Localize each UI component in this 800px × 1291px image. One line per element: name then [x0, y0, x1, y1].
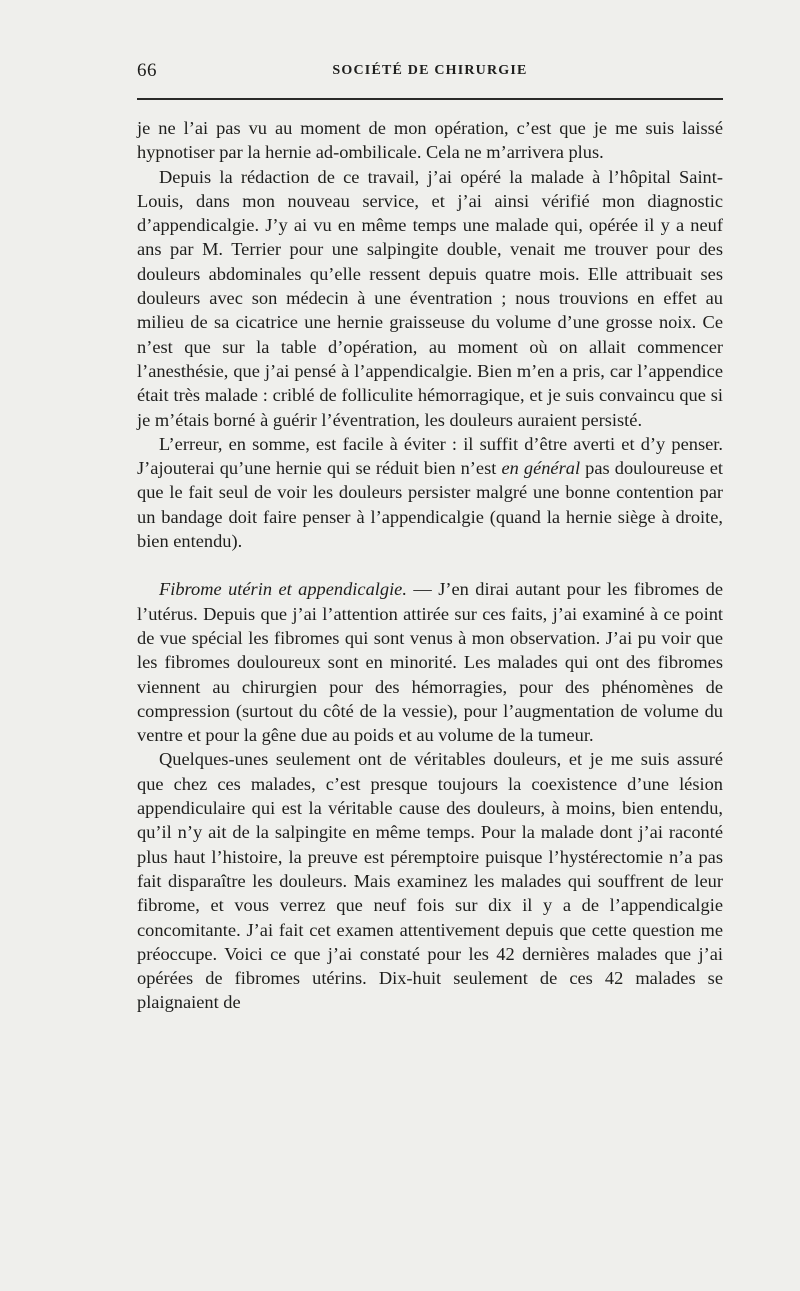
- page-header: [137, 60, 723, 86]
- paragraph-4: [137, 577, 723, 747]
- paragraph-3: [137, 432, 723, 553]
- emphasis-en-general: en général: [501, 458, 581, 479]
- paragraph-3-text-a: L’erreur, en somme, est facile à éviter : il suffit d’être averti et d’y penser. J’ajouterai qu’une hernie qui se réduit bien n’est: [137, 433, 723, 479]
- running-title: SOCIÉTÉ DE CHIRURGIE: [332, 63, 528, 78]
- header-rule: [137, 98, 723, 100]
- section-heading: Fibrome utérin et appendicalgie.: [159, 579, 407, 600]
- page-number: 66: [137, 60, 157, 81]
- paragraph-3-text-b: pas douloureuse et que le fait seul de voir les douleurs persister malgré une bonne contention par un bandage doit faire penser à l’appendicalgie (quand la hernie siège à droite, bien entendu).: [137, 458, 723, 552]
- body-text: [137, 116, 723, 1015]
- paragraph-2: Depuis la rédaction de ce travail, j’ai opéré la malade à l’hôpital Saint-Louis, dans mon nouveau service, et j’ai ainsi vérifié mon diagnostic d’appendicalgie. J’y ai vu en même temps une malade qui, opérée il y a neuf ans par M. Terrier pour une salpingite double, venait me trouver pour des douleurs abdominales qu’elle ressent depuis quatre mois. Elle attribuait ses douleurs avec son médecin à une éventration ; nous trouvions en effet au milieu de sa cicatrice une hernie graisseuse du volume d’une grosse noix. Ce n’est que sur la table d’opération, au moment où on allait commencer l’anesthésie, que j’ai pensé à l’appendicalgie. Bien m’en a pris, car l’appendice était très malade : criblé de folliculite hémorragique, et je suis convaincu que si je m’étais borné à guérir l’éventration, les douleurs auraient persisté.: [137, 166, 723, 430]
- paragraph-1: je ne l’ai pas vu au moment de mon opération, c’est que je me suis laissé hypnotiser par la hernie ad-ombilicale. Cela ne m’arrivera plus.: [137, 118, 723, 163]
- paragraph-4-text: — J’en dirai autant pour les fibromes de l’utérus. Depuis que j’ai l’attention attirée sur ces faits, j’ai examiné à ce point de vue spécial les fibromes qui sont venus à mon observation. J’ai pu voir que les fibromes douloureux sont en minorité. Les malades qui ont des fibromes viennent au chirurgien pour des hémorragies, pour des phénomènes de compression (surtout du côté de la vessie), pour l’augmentation de volume du ventre et pour la gêne due au poids et au volume de la tumeur.: [137, 579, 723, 746]
- paragraph-5: Quelques-unes seulement ont de véritables douleurs, et je me suis assuré que chez ces malades, c’est presque toujours la coexistence d’une lésion appendiculaire qui est la véritable cause des douleurs, à moins, bien entendu, qu’il n’y ait de la salpingite en même temps. Pour la malade dont j’ai raconté plus haut l’histoire, la preuve est péremptoire puisque l’hystérectomie n’a pas fait disparaître les douleurs. Mais examinez les malades qui souffrent de leur fibrome, et vous verrez que neuf fois sur dix il y a de l’appendicalgie concomitante. J’ai fait cet examen attentivement depuis que cette question me préoccupe. Voici ce que j’ai constaté pour les 42 dernières malades que j’ai opérées de fibromes utérins. Dix-huit seulement de ces 42 malades se plaignaient de: [137, 749, 723, 1013]
